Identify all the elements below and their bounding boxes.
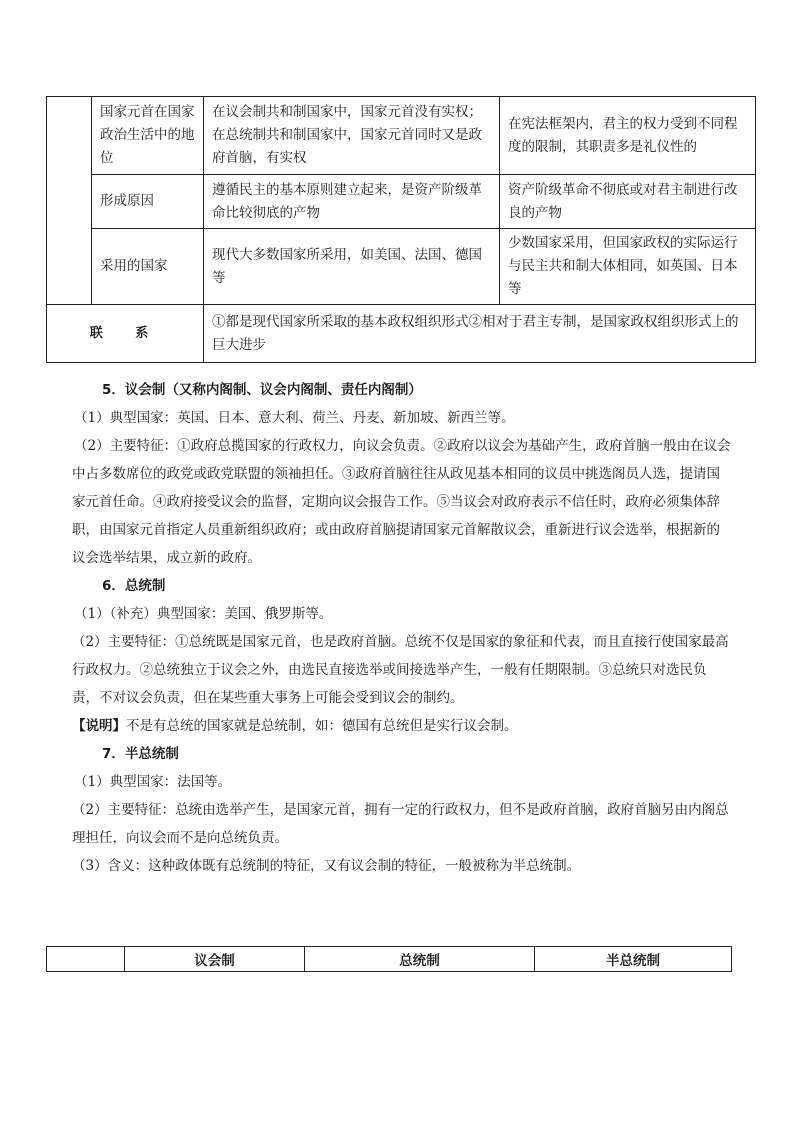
table-row [47, 947, 732, 972]
row-label-origin: 形成原因 [92, 175, 204, 229]
section-6-heading: 6．总统制 [102, 578, 166, 594]
row-label-head-of-state: 国家元首在国家政治生活中的地位 [92, 97, 204, 175]
table-side-cell [47, 97, 92, 305]
table-row [47, 229, 756, 305]
comparison-table [46, 96, 756, 363]
row-label-connection: 联 系 [47, 305, 204, 363]
header-presidential: 总统制 [305, 947, 535, 972]
header-empty-cell [47, 947, 125, 972]
cell-monarchy-head-of-state: 在宪法框架内，君主的权力受到不同程度的限制，其职责多是礼仪性的 [500, 97, 756, 175]
table-row [47, 305, 756, 363]
cell-republic-countries: 现代大多数国家所采用，如美国、法国、德国等 [204, 229, 500, 305]
table-row [47, 175, 756, 229]
table-row [47, 97, 756, 175]
section-6-features: （2）主要特征：①总统既是国家元首，也是政府首脑。总统不仅是国家的象征和代表，而且直接行使国家最高行政权力。②总统独立于议会之外，由选民直接选举或间接选举产生，一般有任期限制。③总统只对选民负责，不对议会负责，但在某些重大事务上可能会受到议会的制约。 [72, 634, 729, 706]
section-5-countries: （1）典型国家：英国、日本、意大利、荷兰、丹麦、新加坡、新西兰等。 [74, 410, 515, 426]
header-parliamentary: 议会制 [125, 947, 305, 972]
section-7-countries: （1）典型国家：法国等。 [74, 774, 232, 790]
section-7-features: （2）主要特征：总统由选举产生，是国家元首，拥有一定的行政权力，但不是政府首脑，政府首脑另由内阁总理担任，向议会而不是向总统负责。 [72, 802, 729, 846]
section-5-features: （2）主要特征：①政府总揽国家的行政权力，向议会负责。②政府以议会为基础产生，政府首脑一般由在议会中占多数席位的政党或政党联盟的领袖担任。③政府首脑往往从政见基本相同的议员中挑选阁员人选，提请国家元首任命。④政府接受议会的监督，定期向议会报告工作。⑤当议会对政府表示不信任时，政府必须集体辞职，由国家元首指定人员重新组织政府；或由政府首脑提请国家元首解散议会，重新进行议会选举，根据新的议会选举结果，成立新的政府。 [72, 438, 731, 566]
body-text [72, 376, 732, 880]
note-text: 不是有总统的国家就是总统制，如：德国有总统但是实行议会制。 [126, 718, 518, 734]
section-7-heading: 7．半总统制 [102, 746, 179, 762]
section-7-meaning: （3）含义：这种政体既有总统制的特征，又有议会制的特征，一般被称为半总统制。 [72, 858, 581, 874]
header-semi-presidential: 半总统制 [535, 947, 732, 972]
cell-monarchy-origin: 资产阶级革命不彻底或对君主制进行改良的产物 [500, 175, 756, 229]
cell-republic-origin: 遵循民主的基本原则建立起来，是资产阶级革命比较彻底的产物 [204, 175, 500, 229]
system-comparison-header [46, 946, 732, 972]
section-6-countries: （1）（补充）典型国家：美国、俄罗斯等。 [74, 606, 333, 622]
section-6-note [72, 712, 732, 740]
section-5-heading: 5．议会制（又称内阁制、议会内阁制、责任内阁制） [102, 382, 422, 398]
row-label-countries: 采用的国家 [92, 229, 204, 305]
cell-monarchy-countries: 少数国家采用，但国家政权的实际运行与民主共和制大体相同，如英国、日本等 [500, 229, 756, 305]
cell-connection: ①都是现代国家所采取的基本政权组织形式②相对于君主专制，是国家政权组织形式上的巨大进步 [204, 305, 756, 363]
note-label: 【说明】 [72, 718, 126, 734]
cell-republic-head-of-state: 在议会制共和制国家中，国家元首没有实权；在总统制共和制国家中，国家元首同时又是政府首脑，有实权 [204, 97, 500, 175]
